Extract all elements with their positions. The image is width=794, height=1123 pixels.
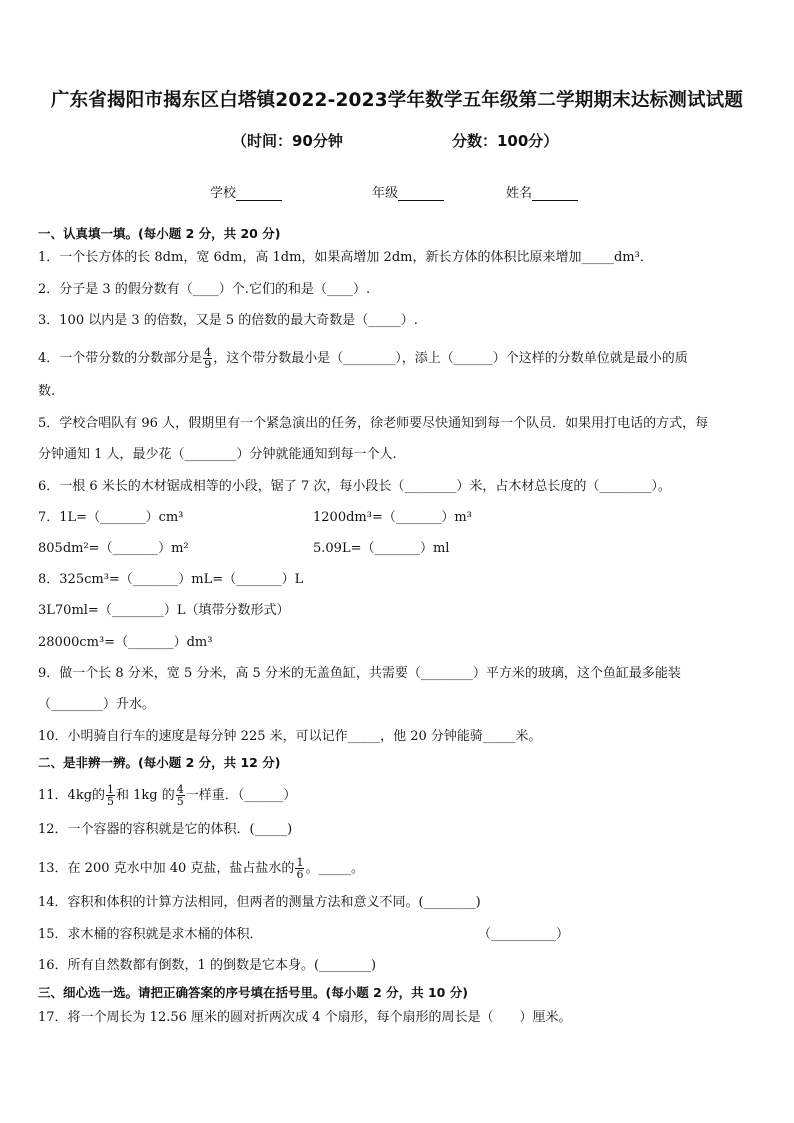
question-14: 14．容积和体积的计算方法相同，但两者的测量方法和意义不同。(________) <box>38 895 481 910</box>
question-11-text-b: 和 1kg 的 <box>116 788 175 803</box>
question-6: 6．一根 6 米长的木材锯成相等的小段，锯了 7 次，每小段长（________）米，占木材总长度的（________）。 <box>38 479 671 494</box>
grade-blank <box>398 187 444 201</box>
question-4-cont: 数. <box>38 384 56 399</box>
fraction-4-5 <box>176 784 185 807</box>
fraction-denominator: 9 <box>204 358 212 371</box>
fraction-1-5 <box>106 784 115 807</box>
school-label: 学校 <box>210 186 237 201</box>
fraction-4-9 <box>203 347 212 370</box>
name-label: 姓名 <box>506 186 533 201</box>
fraction-denominator: 5 <box>107 795 115 808</box>
question-17: 17．将一个周长为 12.56 厘米的圆对折两次成 4 个扇形，每个扇形的周长是（ ）厘米。 <box>38 1010 572 1025</box>
question-11 <box>38 784 296 807</box>
question-13 <box>38 857 364 880</box>
fraction-denominator: 5 <box>176 795 184 808</box>
question-8b: 3L70ml=（________）L（填带分数形式） <box>38 603 290 618</box>
page-title: 广东省揭阳市揭东区白塔镇2022-2023学年数学五年级第二学期期末达标测试试题 <box>50 90 744 111</box>
question-8a: 8．325cm³=（_______）mL=（_______）L <box>38 572 304 587</box>
question-1: 1．一个长方体的长 8dm，宽 6dm，高 1dm，如果高增加 2dm，新长方体的体积比原来增加_____dm³． <box>38 250 653 265</box>
question-7c: 805dm²=（_______）m² <box>38 541 189 556</box>
question-4 <box>38 347 688 370</box>
question-11-text-c: 一样重．（______） <box>185 788 297 803</box>
question-15-answer: （__________） <box>478 927 570 942</box>
question-4-text-a: 4．一个带分数的分数部分是 <box>38 351 203 366</box>
question-7b: 1200dm³=（_______）m³ <box>313 510 472 525</box>
grade-field <box>372 182 444 201</box>
section-1-heading: 一、认真填一填。(每小题 2 分，共 20 分) <box>38 226 281 241</box>
question-8c: 28000cm³=（_______）dm³ <box>38 635 213 650</box>
question-11-text-a: 11．4kg的 <box>38 788 106 803</box>
question-10: 10．小明骑自行车的速度是每分钟 225 米，可以记作_____，他 20 分钟能骑_____米。 <box>38 729 542 744</box>
fraction-denominator: 6 <box>296 868 304 881</box>
question-16: 16．所有自然数都有倒数，1 的倒数是它本身。(________) <box>38 958 377 973</box>
fraction-1-6 <box>295 857 304 880</box>
question-12: 12．一个容器的容积就是它的体积．(_____) <box>38 822 293 837</box>
question-15: 15．求木桶的容积就是求木桶的体积． <box>38 927 263 942</box>
question-7d: 5.09L=（_______）ml <box>313 541 450 556</box>
question-4-text-b: ，这个带分数最小是（________），添上（______）个这样的分数单位就是最小的质 <box>213 351 688 366</box>
question-9: 9．做一个长 8 分米，宽 5 分米，高 5 分米的无盖鱼缸，共需要（________）平方米的玻璃，这个鱼缸最多能装 <box>38 666 681 681</box>
grade-label: 年级 <box>372 186 399 201</box>
name-field <box>506 182 578 201</box>
question-13-text-a: 13．在 200 克水中加 40 克盐，盐占盐水的 <box>38 861 295 876</box>
question-7a: 7．1L=（_______）cm³ <box>38 510 184 525</box>
name-blank <box>532 187 578 201</box>
fraction-numerator: 1 <box>296 856 304 869</box>
fraction-numerator: 4 <box>204 346 212 359</box>
question-2: 2．分子是 3 的假分数有（____）个.它们的和是（____）. <box>38 282 371 297</box>
question-5: 5．学校合唱队有 96 人，假期里有一个紧急演出的任务，徐老师要尽快通知到每一个队员．如果用打电话的方式，每 <box>38 416 709 431</box>
school-field <box>210 182 282 201</box>
school-blank <box>236 187 282 201</box>
time-label: （时间：90分钟 <box>232 132 343 150</box>
question-5-cont: 分钟通知 1 人，最少花（________）分钟就能通知到每一个人. <box>38 447 397 462</box>
question-3: 3．100 以内是 3 的倍数，又是 5 的倍数的最大奇数是（_____）. <box>38 313 418 328</box>
fraction-numerator: 1 <box>107 783 115 796</box>
question-13-text-b: 。_____。 <box>305 861 364 876</box>
question-9-cont: （________）升水。 <box>38 697 156 712</box>
score-label: 分数：100分） <box>452 132 559 150</box>
section-2-heading: 二、是非辨一辨。(每小题 2 分，共 12 分) <box>38 755 281 770</box>
section-3-heading: 三、细心选一选。请把正确答案的序号填在括号里。(每小题 2 分，共 10 分) <box>38 985 468 1000</box>
fraction-numerator: 4 <box>176 783 184 796</box>
